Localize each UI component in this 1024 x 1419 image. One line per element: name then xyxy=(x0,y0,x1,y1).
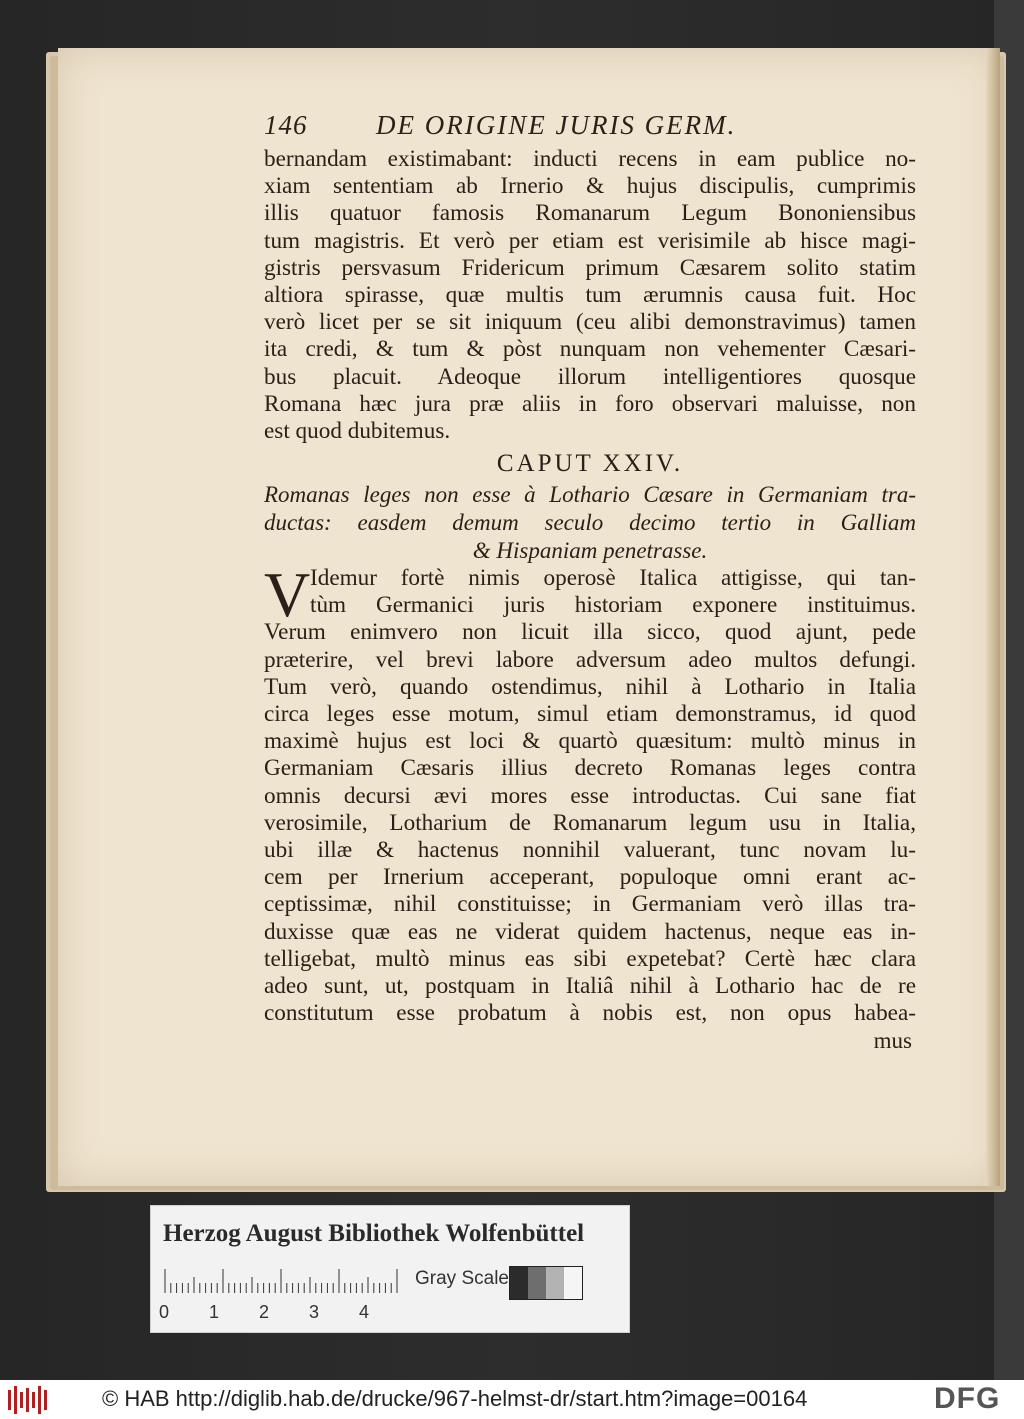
gray-scale-swatch xyxy=(509,1266,583,1300)
text-line: est quod dubitemus. xyxy=(264,417,451,444)
chapter-heading: CAPUT XXIV. xyxy=(496,450,684,478)
institution-name: Herzog August Bibliothek Wolfenbüttel xyxy=(163,1220,585,1247)
text-line: omnis decursi ævi mores esse introductas. Cui sane fiat xyxy=(264,782,916,809)
running-title: DE ORIGINE JURIS GERM. xyxy=(376,110,737,140)
library-target-card xyxy=(150,1205,630,1333)
continued-paragraph xyxy=(264,146,916,445)
text-line: Verum enimvero non licuit illa sicco, quod ajunt, pede xyxy=(264,619,916,646)
text-line: verò licet per se sit iniquum (ceu alibi demonstravimus) tamen xyxy=(264,309,916,336)
ruler-number: 1 xyxy=(209,1302,220,1322)
text-line: xiam sententiam ab Irnerio & hujus discipulis, cumprimis xyxy=(264,173,916,200)
page-number: 146 xyxy=(264,110,308,140)
text-line: Tum verò, quando ostendimus, nihil à Lothario in Italia xyxy=(264,673,916,700)
running-head xyxy=(264,110,916,146)
text-line: circa leges esse motum, simul etiam demonstramus, id quod xyxy=(264,701,916,727)
copyright-url[interactable]: © HAB http://diglib.hab.de/drucke/967-helmst-dr/start.htm?image=00164 xyxy=(102,1386,808,1411)
text-line: maximè hujus est loci & quartò quæsitum: multò minus in xyxy=(264,728,916,755)
text-line: telligebat, multò minus eas sibi expetebat? Certè hæc clara xyxy=(264,945,916,972)
text-line: Idemur fortè nimis operosè Italica attigisse, qui tan- xyxy=(310,565,916,592)
text-line: bus placuit. Adeoque illorum intelligentiores quosque xyxy=(264,363,916,390)
gray-swatch xyxy=(564,1267,582,1299)
text-line: duxisse quæ eas ne viderat quidem hactenus, neque eas in- xyxy=(264,918,916,945)
summary-line: ductas: easdem demum seculo decimo tertio in Galliam xyxy=(264,510,916,536)
text-line: ceptissimæ, nihil constituisse; in Germaniam verò illas tra- xyxy=(264,891,916,918)
page-gutter-shadow xyxy=(986,48,1000,1186)
gray-swatch xyxy=(510,1267,528,1299)
text-line: bernandam existimabant: inducti recens in eam publice no- xyxy=(264,146,916,172)
gray-scale-label: Gray Scale xyxy=(415,1268,509,1289)
page-text-block xyxy=(264,110,916,1055)
text-line: cem per Irnerium acceperant, populoque omni erant ac- xyxy=(264,864,916,891)
dfg-logo: DFG xyxy=(934,1382,1001,1415)
summary-line: & Hispaniam penetrasse. xyxy=(472,538,708,564)
text-line: verosimile, Lotharium de Romanarum legum usu in Italia, xyxy=(264,809,916,836)
chapter-summary xyxy=(264,481,916,565)
summary-line: Romanas leges non esse à Lothario Cæsare in Germaniam tra- xyxy=(264,482,916,508)
scale-ruler xyxy=(163,1269,403,1293)
text-line: præterire, vel brevi labore adversum adeo multos defungi. xyxy=(264,646,916,673)
text-line: constitutum esse probatum à nobis est, non opus habea- xyxy=(264,1000,916,1027)
text-line: tum magistris. Et verò per etiam est verisimile ab hisce magi- xyxy=(264,227,916,254)
drop-cap: V xyxy=(264,559,311,631)
ruler-numbers xyxy=(159,1302,409,1323)
ruler-number: 3 xyxy=(309,1302,320,1322)
text-line: illis quatuor famosis Romanarum Legum Bononiensibus xyxy=(264,200,916,227)
text-line: Germaniam Cæsaris illius decreto Romanas leges contra xyxy=(264,755,916,782)
text-line: ita credi, & tum & pòst nunquam non vehementer Cæsari- xyxy=(264,336,916,363)
text-line: tùm Germanici juris historiam exponere instituimus. xyxy=(310,592,916,619)
gray-swatch xyxy=(546,1267,564,1299)
chapter-body xyxy=(264,559,916,1027)
catchword: mus xyxy=(873,1028,912,1054)
ruler-number: 2 xyxy=(259,1302,270,1322)
ruler-number: 4 xyxy=(359,1302,370,1322)
gray-swatch xyxy=(528,1267,546,1299)
text-line: ubi illæ & hactenus nonnihil valuerant, tunc novam lu- xyxy=(264,836,916,863)
text-line: adeo sunt, ut, postquam in Italiâ nihil à Lothario hac de re xyxy=(264,972,916,999)
text-line: Romana hæc jura præ aliis in foro observari maluisse, non xyxy=(264,390,916,417)
text-line: altiora spirasse, quæ multis tum ærumnis causa fuit. Hoc xyxy=(264,281,916,308)
text-line: gistris persvasum Fridericum primum Cæsarem solito statim xyxy=(264,254,916,281)
hab-barcode-logo-icon xyxy=(8,1386,48,1414)
footer-bar xyxy=(0,1380,1024,1419)
ruler-number: 0 xyxy=(159,1302,170,1322)
